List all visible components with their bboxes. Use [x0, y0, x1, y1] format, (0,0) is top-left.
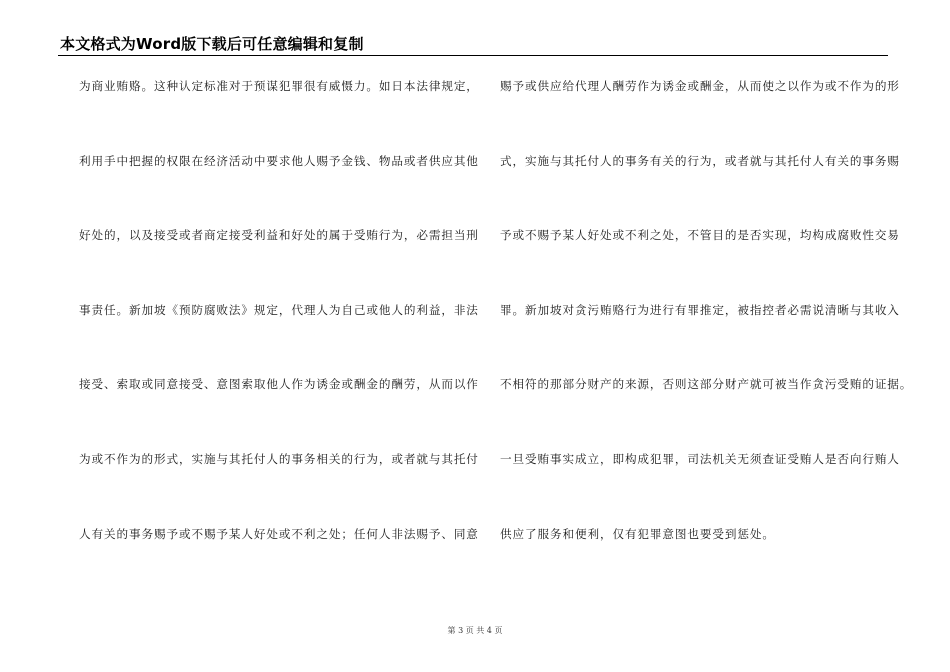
text-line: 人有关的事务赐予或不赐予某人好处或不利之处；任何人非法赐予、同意 [79, 526, 479, 541]
text-line: 事责任。新加坡《预防腐败法》规定，代理人为自己或他人的利益，非法 [79, 302, 479, 317]
header-title: 本文格式为Word版下载后可任意编辑和复制 [60, 35, 364, 53]
text-line: 好处的，以及接受或者商定接受利益和好处的属于受贿行为，必需担当刑 [79, 228, 479, 243]
text-line: 罪。新加坡对贪污贿赂行为进行有罪推定，被指控者必需说清晰与其收入 [500, 302, 900, 317]
text-line: 予或不赐予某人好处或不利之处，不管目的是否实现，均构成腐败性交易 [500, 228, 900, 243]
text-line: 为商业贿赂。这种认定标准对于预谋犯罪很有威慑力。如日本法律规定， [79, 79, 479, 93]
text-line: 供应了服务和便利，仅有犯罪意图也要受到惩处。 [500, 526, 775, 541]
page-footer [0, 625, 950, 636]
left-text-column [79, 76, 479, 598]
page-number: 第 3 页 共 4 页 [447, 626, 503, 635]
text-line: 不相符的那部分财产的来源，否则这部分财产就可被当作贪污受贿的证据。 [500, 377, 913, 392]
text-line: 为或不作为的形式，实施与其托付人的事务相关的行为，或者就与其托付 [79, 451, 479, 466]
text-line: 一旦受贿事实成立，即构成犯罪，司法机关无须查证受贿人是否向行贿人 [500, 451, 900, 466]
right-text-column [500, 76, 913, 598]
text-line: 接受、索取或同意接受、意图索取他人作为诱金或酬金的酬劳，从而以作 [79, 377, 479, 392]
page-header [58, 33, 888, 56]
text-line: 式，实施与其托付人的事务有关的行为，或者就与其托付人有关的事务赐 [500, 153, 900, 168]
text-line: 赐予或供应给代理人酬劳作为诱金或酬金，从而使之以作为或不作为的形 [500, 79, 900, 93]
text-line: 利用手中把握的权限在经济活动中要求他人赐予金钱、物品或者供应其他 [79, 153, 479, 168]
